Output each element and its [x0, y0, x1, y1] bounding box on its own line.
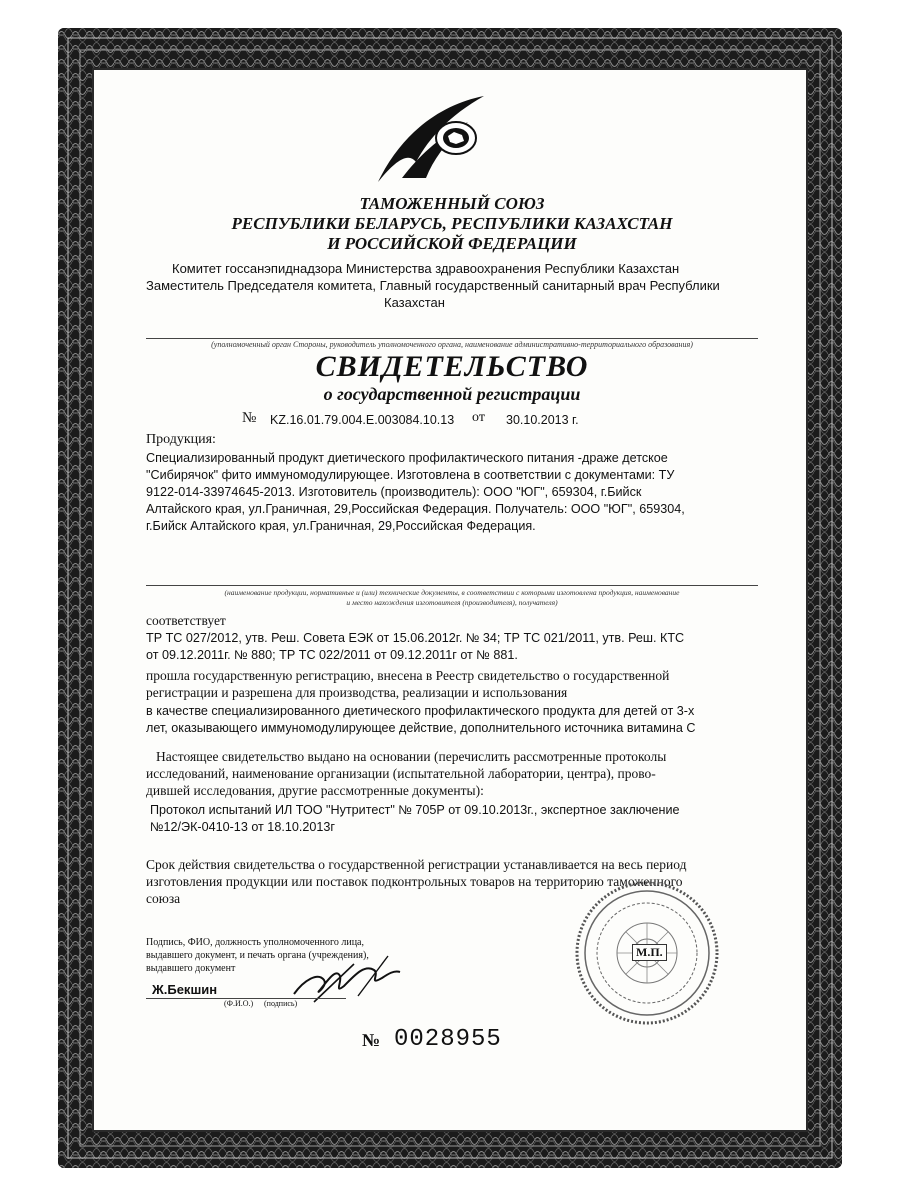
complies-label: соответствует [146, 613, 226, 628]
validity-line-2: изготовления продукции или поставок подконтрольных товаров на территорию таможенного [146, 874, 683, 889]
union-line-3: И РОССИЙСКОЙ ФЕДЕРАЦИИ [327, 234, 577, 253]
union-line-1: ТАМОЖЕННЫЙ СОЮЗ [359, 194, 545, 213]
sign-caption: (подпись) [264, 999, 298, 1008]
form-number-label: № [362, 1030, 381, 1050]
passed-line-4: лет, оказывающего иммуномодулирующее действие, дополнительного источника витамина С [146, 721, 696, 735]
basis-line-4: Протокол испытаний ИЛ ТОО "Нутритест" № 705Р от 09.10.2013г., экспертное заключение [150, 803, 680, 817]
basis-line-5: №12/ЭК-0410-13 от 18.10.2013г [150, 820, 335, 834]
product-line-2: "Сибирячок" фито иммуномодулирующее. Изготовлена в соответствии с документами: ТУ [146, 468, 675, 482]
product-caption-2: и место нахождения изготовителя (производителя), получателя) [346, 598, 558, 607]
basis-line-2: исследований, наименование организации (испытательной лаборатории, центра), прово- [146, 766, 656, 781]
signatory-name: Ж.Бекшин [152, 982, 218, 997]
handwritten-signature [284, 950, 404, 1010]
authority-line-1: Комитет госсанэпиднадзора Министерства здравоохранения Республики Казахстан [172, 261, 680, 276]
customs-union-emblem-icon [372, 92, 492, 184]
name-caption: (Ф.И.О.) [224, 999, 254, 1008]
validity-line-1: Срок действия свидетельства о государственной регистрации устанавливается на весь период [146, 857, 687, 872]
product-label: Продукция: [146, 432, 216, 447]
passed-line-1: прошла государственную регистрацию, внесена в Реестр свидетельство о государственной [146, 668, 670, 683]
registration-date: 30.10.2013 г. [506, 413, 579, 427]
passed-line-2: регистрации и разрешена для производства, реализации и использования [146, 685, 568, 700]
complies-line-1: ТР ТС 027/2012, утв. Реш. Совета ЕЭК от 15.06.2012г. № 34; ТР ТС 021/2011, утв. Реш. КТС [146, 631, 685, 645]
product-underline [146, 585, 758, 586]
basis-line-1: Настоящее свидетельство выдано на основании (перечислить рассмотренные протоколы [156, 749, 667, 764]
product-caption-1: (наименование продукции, нормативные и (или) технические документы, в соответствии с которыми изготовлена продукция, наименование [224, 588, 680, 597]
certificate-title: СВИДЕТЕЛЬСТВО [315, 350, 589, 383]
complies-line-2: от 09.12.2011г. № 880; ТР ТС 022/2011 от 09.12.2011г от № 881. [146, 648, 518, 662]
authority-underline [146, 338, 758, 339]
form-number-value: 0028955 [394, 1026, 502, 1053]
signature-caption-2: выдавшего документ, и печать органа (учреждения), [146, 950, 369, 961]
union-line-2: РЕСПУБЛИКИ БЕЛАРУСЬ, РЕСПУБЛИКИ КАЗАХСТАН [231, 214, 673, 233]
signature-caption-3: выдавшего документ [146, 963, 236, 974]
product-line-5: г.Бийск Алтайского края, ул.Граничная, 29,Российская Федерация. [146, 519, 536, 533]
signature-caption-1: Подпись, ФИО, должность уполномоченного лица, [146, 937, 364, 948]
basis-line-3: дившей исследования, другие рассмотренные документы): [146, 783, 484, 798]
authority-caption: (уполномоченный орган Стороны, руководитель уполномоченного органа, наименование административно-территориального образования) [211, 340, 693, 349]
product-line-4: Алтайского края, ул.Граничная, 29,Российская Федерация. Получатель: ООО "ЮГ", 659304, [146, 502, 685, 516]
stamp-place-label: М.П. [632, 944, 667, 961]
authority-line-2: Заместитель Председателя комитета, Главный государственный санитарный врач Республики [146, 278, 720, 293]
passed-line-3: в качестве специализированного диетического профилактического продукта для детей от 3-х [146, 704, 695, 718]
authority-line-3: Казахстан [384, 295, 445, 310]
certificate-subtitle: о государственной регистрации [323, 384, 581, 404]
validity-line-3: союза [146, 891, 181, 906]
product-line-3: 9122-014-33974645-2013. Изготовитель (производитель): ООО "ЮГ", 659304, г.Бийск [146, 485, 642, 499]
product-line-1: Специализированный продукт диетического профилактического питания -драже детское [146, 451, 668, 465]
certificate-paper [92, 68, 808, 1132]
registration-number: KZ.16.01.79.004.E.003084.10.13 [270, 413, 455, 427]
registration-from-label: от [472, 410, 485, 425]
registration-no-label: № [242, 410, 257, 426]
